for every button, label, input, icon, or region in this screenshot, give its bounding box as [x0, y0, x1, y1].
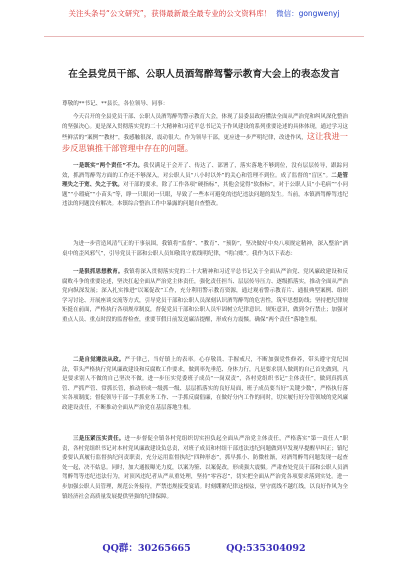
paragraph-p3-part-1: 我镇将深入贯彻落实党的二十大精神和习近平总书记关于全面从严治党、党风廉政建设和反腐败斗争的重要论述，坚决扛起全面从严治党主体责任，强化责任担当、层层传导压力、逐级抓落实，推动全面从严治党向纵深发展；深入扎实推进“以案促改”工作，充分利用警示教育资源，通过观看警示教育片、通报典型案例、组织学习讨论、开展座谈交流等方式，引导党员干部和公职人员深刻认识酒驾醉驾的危害性，筑牢思想防线；坚持把纪律规矩挺在前面，严格执行各项规章制度，督促党员干部和公职人员牢固树立纪律意识、规矩意识，做到令行禁止；加强对重点人员、重点时段的监督检查，重要节假日前发送廉洁提醒，形成有力震慑。确保“两个责任”落地生根。	[62, 269, 349, 323]
paragraph-p2-part-0: 为进一步营造风清气正的干事氛围，我镇将“监督”、“教育”、“预防”，坚决做好中央八项规定精神，深入整治“酒桌中的歪风邪气”，引导党员干部和公职人员知敬畏守底线明纪律，“明白账”。我作为以下表态：	[62, 241, 348, 257]
paragraph-p3-part-0: 一是狠抓思想教育。	[73, 269, 124, 275]
body-p3	[62, 268, 348, 326]
paragraph-intro-part-1: 这让我进一步反思镇推干部管理中存在的问题。	[62, 131, 348, 153]
paragraph-p4-part-0: 二是自觉遵法从政。	[73, 357, 125, 363]
paragraph-p5-part-0: 三是压紧压实责任。	[73, 436, 125, 442]
banner-line: 关注头条号“公文研究”，获得最新最全最专业的公文资料库！	[68, 9, 272, 18]
paragraph-p4-part-1: 严于律己，当好镇上的表率。心存敬畏、手握戒尺，不断加强党性修养，带头遵守党纪国法，带头严格执行党风廉政建设和反腐败工作要求，做到率先垂范、身体力行，凡是要求别人做到的自己首先做到，凡是要求别人不做的自己坚决不做。进一步压实党委班子成员“一岗双责”，各村党组织书记“主体责任”，做到真抓真管、严抓严管、常抓长管，推动形成一级抓一级、层层抓落实的良好局面，班子成员要当好“关键少数”，严格执行落实各项制度；督促领导干部一手抓业务工作、一手抓反腐倡廉，在做好分内工作的同时，切实履行好分管领域的党风廉政建设责任，不断推动全面从严治党在基层落地生根。	[62, 357, 349, 411]
footer-qq: QQ:535304092	[226, 543, 306, 554]
document-title: 在全县党员干部、公职人员酒驾醉驾警示教育大会上的表态发言	[68, 69, 340, 80]
body-p1	[62, 162, 348, 210]
footer-contact	[0, 543, 408, 555]
paragraph-intro-part-0: 今天召开的全县党员干部、公职人员酒驾醉驾警示教育大会，体现了县委县政府懂法全面从严治党和纠风深化整治的坚强决心。更是深入贯彻落实党的二十大精神和习近平总书记关于作风建设的系列重要论述的具体体现，通过学习这些鲜活的“案例”“教材”，我感触很深，震动很大。作为领导干部，更应进一步严明纪律，改进作风，	[62, 114, 349, 142]
paragraph-5	[62, 435, 348, 502]
body-p4	[62, 356, 348, 414]
paragraph-intro	[62, 113, 348, 155]
body-intro	[62, 113, 348, 155]
banner-wechat: 微信：gongwenyj	[276, 9, 340, 18]
paragraph-p5-part-1: 进一步督促全镇各村党组织切实担负起全面从严治党主体责任，严格落实“第一责任人”职责，各村党组织书记对本村党风廉政建设负总责，对班子成员和村组干部违法违纪问题做到早发现早提醒早纠正；镇纪委要认真履行监督执纪问责职责，充分运用监督执纪“四种形态”，抓早抓小、防微杜渐，对酒驾醉驾问题发现一起查处一起，决不姑息。同时，加大通报曝光力度，以案为鉴、以案促改，形成强大震慑。严肃查处党员干部和公职人员酒驾醉驾等违纪违法行为，对顶风违纪者从严从重处理，坚持“零容忍”，切实把全面从严治党各项要求落到实处。进一步加强公职人员管理，规范公务接待，严禁违规接受宴请。时刻绷紧纪律这根弦，坚守底线不越红线，以良好作风为全镇经济社会高质量发展提供坚强的纪律保障。	[62, 436, 349, 500]
body-p5	[62, 435, 348, 502]
banner-text	[44, 9, 364, 19]
top-banner	[44, 6, 364, 37]
paragraph-p1-part-3: 对干部的要求，除了工作各项“硬指标”，其他会觉得“软指标”，对于公职人员“小毛病”“小问题”“小瑕疵”“小苗头”等，睁一只眼闭一只眼，导致了一些本可避免的违纪违法问题的发生。当前，本镇酒驾醉驾违纪违法的问题没有解决。本镇综合整治工作中暴露的问题自查整改。	[62, 182, 348, 208]
paragraph-3	[62, 268, 348, 326]
body-p2	[62, 240, 348, 259]
paragraph-1	[62, 162, 348, 210]
footer-qq-group: QQ群：30265665	[102, 543, 191, 554]
greeting: 尊敬的**书记、**县长，各位领导、同事：	[62, 101, 169, 107]
paragraph-p1-part-0: 一是既实“两个责任”不力。	[73, 163, 144, 169]
paragraph-p1-part-1: 我仅满足于会开了、传达了、部署了，落实落地不够到位，没有层层传导，跟踪问效，抓酒驾醉驾方面的工作还不够深入，对公职人员“八小时以外”的关心和管理不到位。成了监督的“盲区”。	[62, 163, 348, 179]
paragraph-p1-part-2: 二是管理失之于宽、失之于软。	[62, 172, 348, 189]
paragraph-2	[62, 240, 348, 259]
paragraph-4	[62, 356, 348, 414]
